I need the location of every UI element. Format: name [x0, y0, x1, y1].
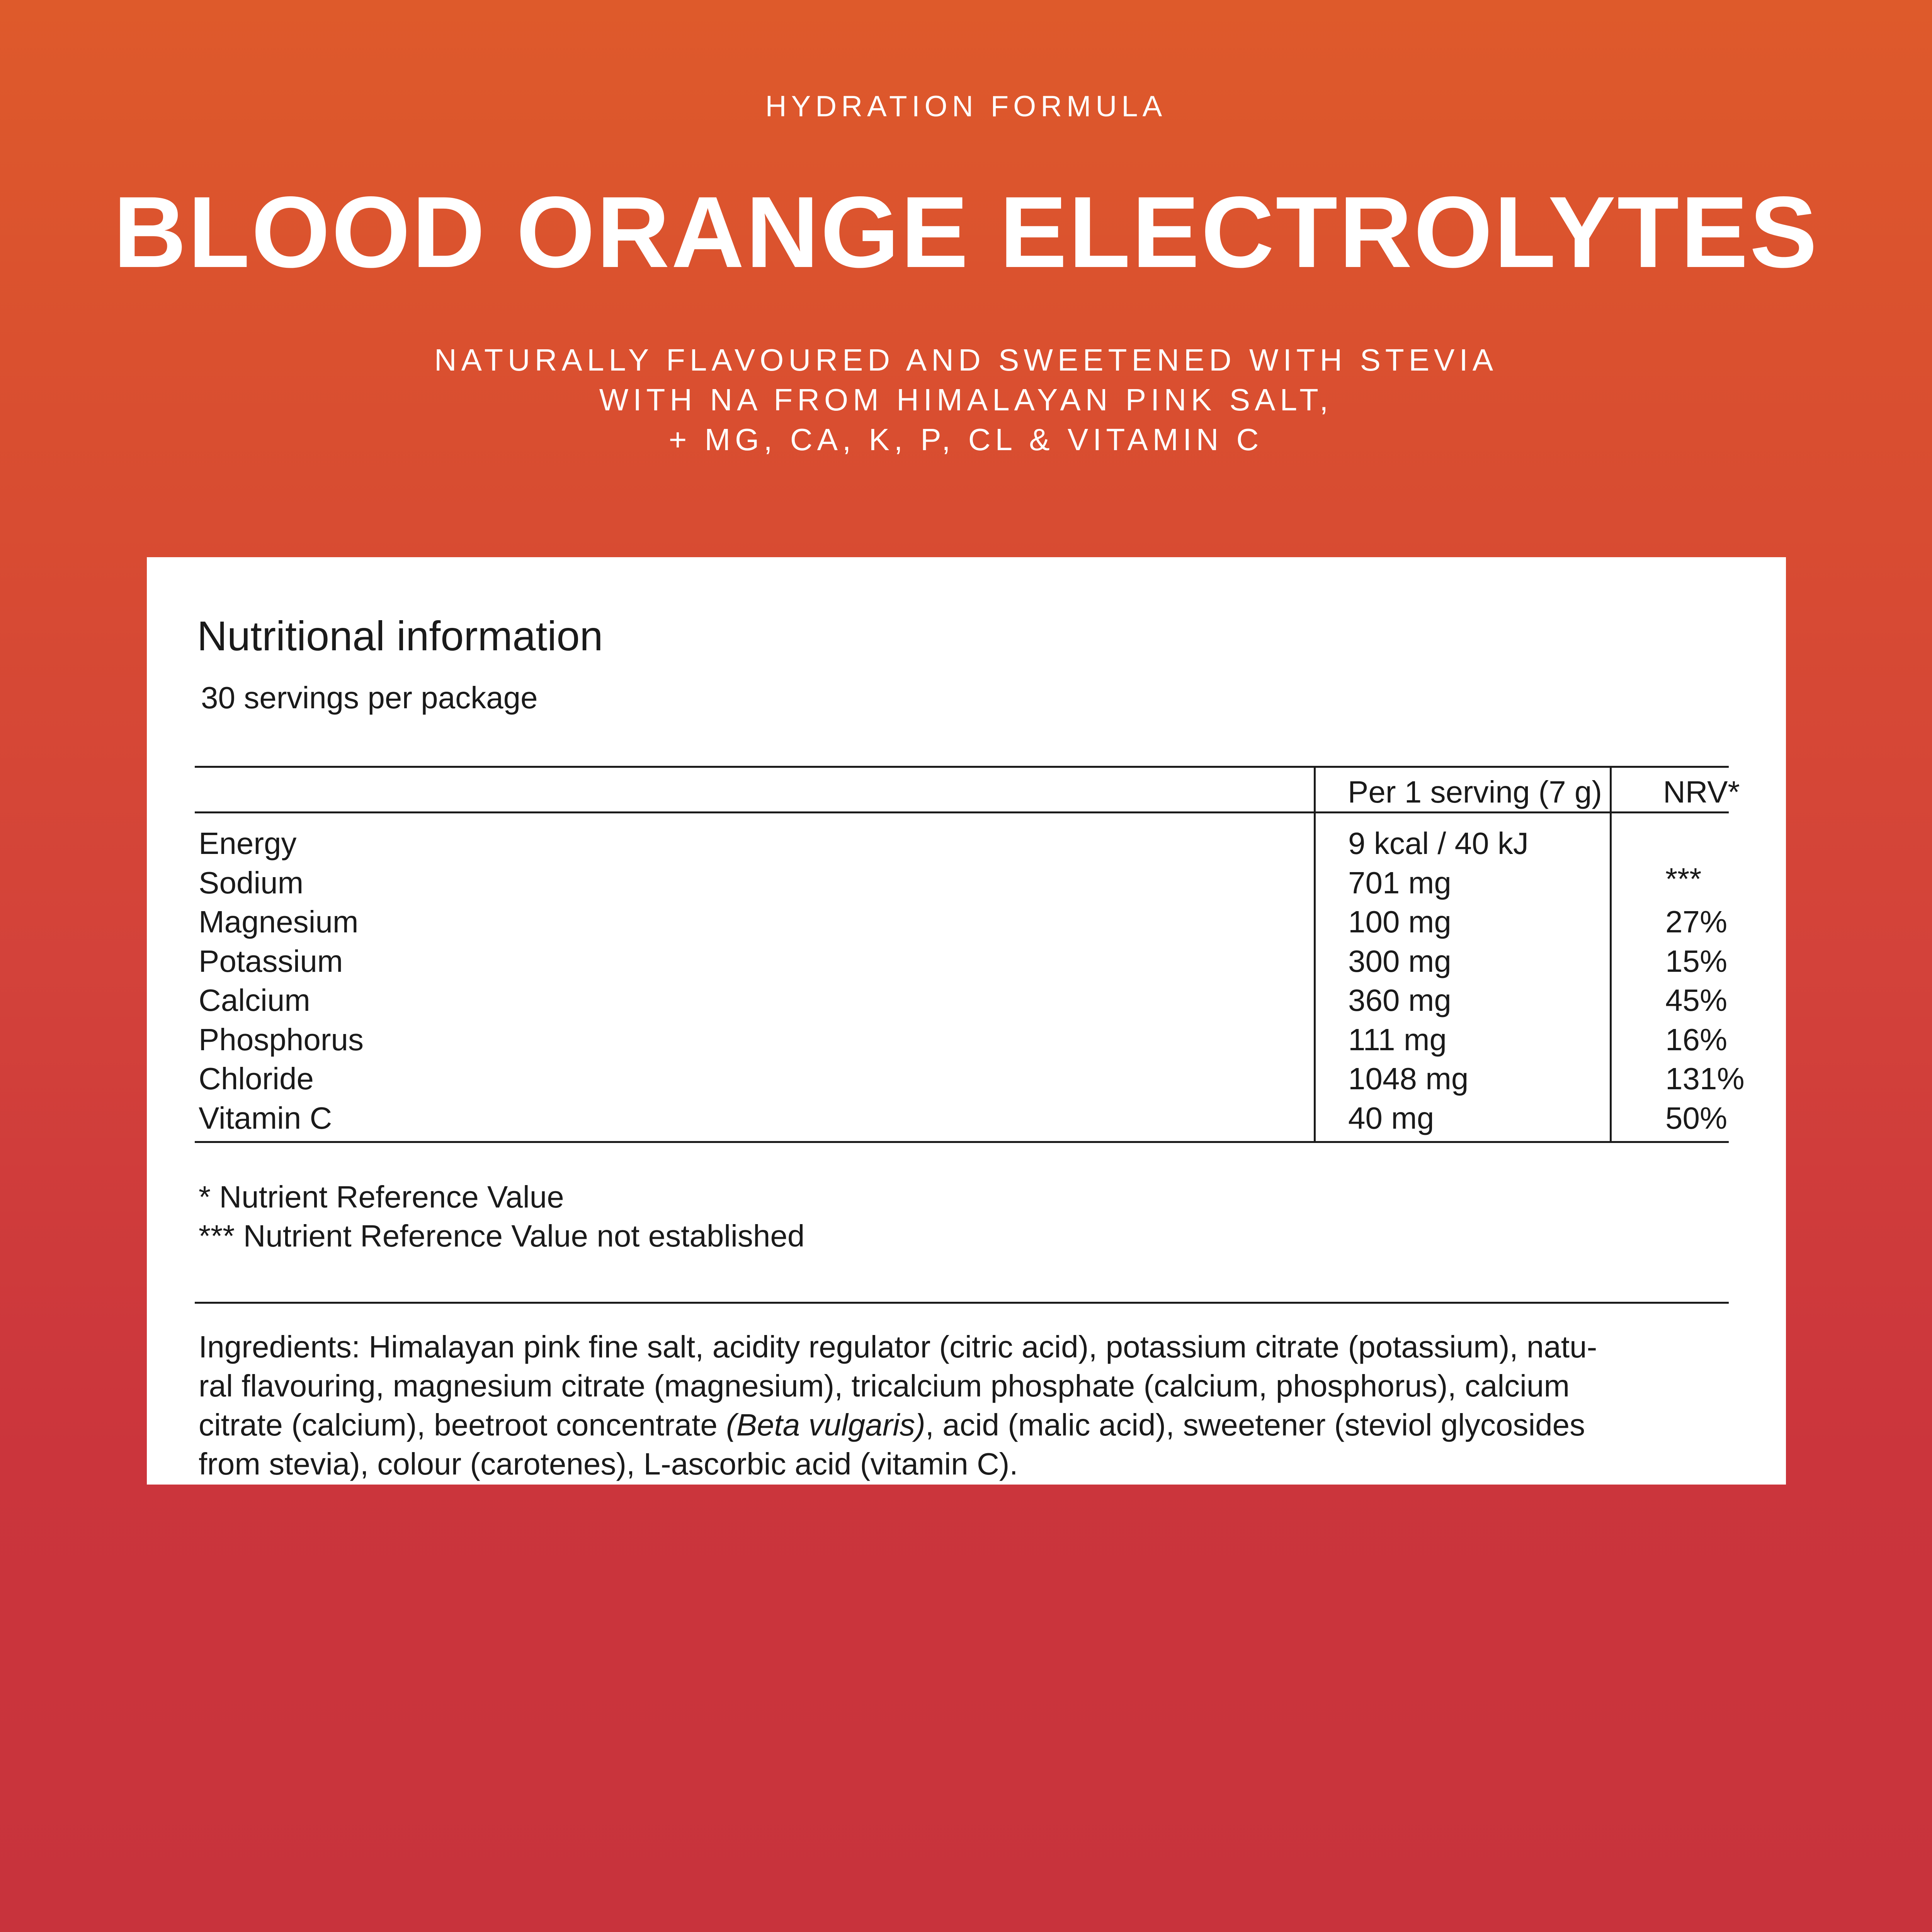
- nutrient-value: 300 mg: [1348, 944, 1451, 978]
- nutrient-name: Energy: [199, 826, 297, 861]
- table-row: [195, 1059, 1745, 1099]
- ingredients-rule: [195, 1302, 1729, 1304]
- nutrient-nrv: 50%: [1665, 1100, 1728, 1135]
- product-subtitle: [0, 340, 1932, 459]
- nutrition-table: [195, 766, 1745, 1143]
- nutrient-value: 701 mg: [1348, 865, 1451, 900]
- table-top-rule: [195, 766, 1729, 768]
- ingredients-line: from stevia), colour (carotenes), L-ascorbic acid (vitamin C).: [199, 1447, 1018, 1481]
- nutrient-value: 111 mg: [1348, 1022, 1447, 1057]
- ingredients-line: ral flavouring, magnesium citrate (magnesium), tricalcium phosphate (calcium, phosphorus), calcium: [199, 1369, 1570, 1403]
- subtitle-line: + MG, CA, K, P, CL & VITAMIN C: [668, 422, 1264, 457]
- nutrient-nrv: 45%: [1665, 983, 1728, 1017]
- product-title: BLOOD ORANGE ELECTROLYTES: [113, 175, 1819, 289]
- nutrient-name: Potassium: [199, 944, 343, 978]
- nutrition-card: [147, 557, 1786, 1485]
- nutrition-title: Nutritional information: [197, 612, 603, 659]
- nutrient-value: 100 mg: [1348, 905, 1451, 939]
- nutrient-name: Calcium: [199, 983, 310, 1017]
- footnote: * Nutrient Reference Value: [199, 1180, 564, 1214]
- ingredients-line: citrate (calcium), beetroot concentrate (Beta vulgaris), acid (malic acid), sweetener (steviol glycosides: [199, 1408, 1585, 1442]
- nutrient-nrv: 27%: [1665, 905, 1728, 939]
- column-header-serving: Per 1 serving (7 g): [1348, 775, 1602, 809]
- nutrient-value: 1048 mg: [1348, 1061, 1469, 1096]
- table-row: [195, 902, 1729, 942]
- table-row: [195, 981, 1729, 1020]
- nutrient-nrv: 16%: [1665, 1022, 1728, 1057]
- servings-per-package: 30 servings per package: [201, 680, 538, 715]
- table-row: [195, 942, 1729, 981]
- ingredients-text: [199, 1327, 1725, 1483]
- nutrient-value: 360 mg: [1348, 983, 1451, 1017]
- table-header-rule: [195, 811, 1729, 813]
- nutrient-name: Magnesium: [199, 905, 359, 939]
- nutrition-panel: [197, 612, 1745, 1481]
- nutrient-name: Chloride: [199, 1061, 314, 1096]
- nutrient-nrv: 15%: [1665, 944, 1728, 978]
- nutrition-rows: [195, 824, 1745, 1138]
- nutrient-name: Phosphorus: [199, 1022, 364, 1057]
- nutrient-nrv: ***: [1665, 861, 1702, 896]
- subtitle-line: WITH NA FROM HIMALAYAN PINK SALT,: [599, 383, 1333, 417]
- product-kicker: HYDRATION FORMULA: [765, 90, 1167, 123]
- nutrient-value: 9 kcal / 40 kJ: [1348, 826, 1529, 861]
- nutrient-value: 40 mg: [1348, 1100, 1434, 1135]
- table-row: [195, 1020, 1729, 1060]
- nutrient-nrv: 131%: [1665, 1061, 1745, 1096]
- footnotes: [199, 1177, 804, 1255]
- nutrient-name: Vitamin C: [199, 1100, 332, 1135]
- table-row: [195, 824, 1729, 863]
- table-bottom-rule: [195, 1141, 1729, 1143]
- nutrient-name: Sodium: [199, 865, 304, 900]
- column-header-nrv: NRV*: [1663, 775, 1740, 809]
- table-row: [195, 863, 1729, 903]
- table-row: [195, 1099, 1729, 1138]
- subtitle-line: NATURALLY FLAVOURED AND SWEETENED WITH STEVIA: [434, 343, 1498, 377]
- footnote: *** Nutrient Reference Value not established: [199, 1219, 805, 1253]
- ingredients-line: Ingredients: Himalayan pink fine salt, acidity regulator (citric acid), potassium citrate (potassium), natu-: [199, 1330, 1597, 1364]
- species-name: (Beta vulgaris): [726, 1408, 925, 1442]
